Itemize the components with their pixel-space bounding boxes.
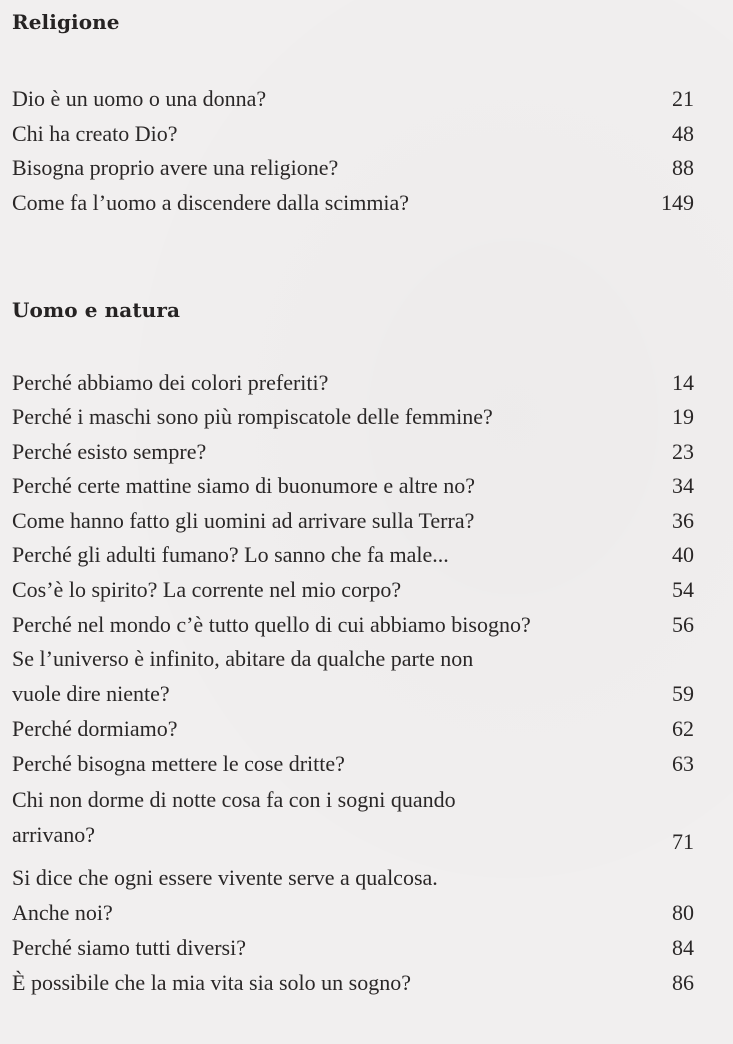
toc-entry-page: 80 xyxy=(672,900,694,925)
toc-entry-page: 86 xyxy=(672,970,694,995)
toc-entry xyxy=(12,120,694,148)
toc-entry xyxy=(12,403,694,431)
section-title-uomo-e-natura: Uomo e natura xyxy=(12,298,181,322)
toc-entry-text: Come hanno fatto gli uomini ad arrivare sulla Terra? xyxy=(12,508,475,533)
toc-entry-text: Perché esisto sempre? xyxy=(12,439,207,464)
toc-entry-page: 14 xyxy=(672,370,694,395)
toc-entry xyxy=(12,680,694,708)
toc-entry-page: 19 xyxy=(672,404,694,429)
toc-entry-page: 40 xyxy=(672,542,694,567)
toc-entry-text: Perché gli adulti fumano? Lo sanno che fa male... xyxy=(12,542,449,567)
toc-entry-page: 56 xyxy=(672,612,694,637)
toc-entry-text: Chi non dorme di notte cosa fa con i sogni quando xyxy=(12,787,456,812)
toc-entry-text: Chi ha creato Dio? xyxy=(12,121,178,146)
toc-entry xyxy=(12,189,694,217)
toc-entry-text-continued: vuole dire niente? xyxy=(12,681,170,706)
toc-entry xyxy=(12,934,694,962)
toc-entry-page: 23 xyxy=(672,439,694,464)
toc-entry xyxy=(12,821,694,854)
toc-entry-page: 48 xyxy=(672,121,694,146)
toc-entry xyxy=(12,369,694,397)
toc-entry-page: 36 xyxy=(672,508,694,533)
toc-entry xyxy=(12,899,694,927)
toc-entry-page: 62 xyxy=(672,716,694,741)
toc-entry-text: Dio è un uomo o una donna? xyxy=(12,86,267,111)
toc-entry-text: Perché certe mattine siamo di buonumore e altre no? xyxy=(12,473,476,498)
toc-entry xyxy=(12,472,694,500)
toc-entry xyxy=(12,438,694,466)
toc-entry-text: Si dice che ogni essere vivente serve a qualcosa. xyxy=(12,865,438,890)
toc-entry-text: Cos’è lo spirito? La corrente nel mio corpo? xyxy=(12,577,402,602)
toc-entry-text: Perché i maschi sono più rompiscatole delle femmine? xyxy=(12,404,493,429)
toc-entry xyxy=(12,576,694,604)
toc-entry xyxy=(12,541,694,569)
toc-entry-text-continued: arrivano? xyxy=(12,822,96,847)
toc-entry xyxy=(12,154,694,182)
toc-entry-page: 54 xyxy=(672,577,694,602)
toc-entry-page: 71 xyxy=(672,829,694,854)
toc-entry-page: 84 xyxy=(672,935,694,960)
toc-entry-text: Se l’universo è infinito, abitare da qualche parte non xyxy=(12,646,474,671)
toc-entry-page: 21 xyxy=(672,86,694,111)
toc-entry xyxy=(12,715,694,743)
toc-entry xyxy=(12,611,694,639)
toc-entry-page: 149 xyxy=(661,190,694,215)
toc-entry-text: Perché siamo tutti diversi? xyxy=(12,935,246,960)
toc-entry-text: Come fa l’uomo a discendere dalla scimmia? xyxy=(12,190,410,215)
toc-entry-text: Perché bisogna mettere le cose dritte? xyxy=(12,751,345,776)
toc-entry-page: 63 xyxy=(672,751,694,776)
toc-entry-text-continued: Anche noi? xyxy=(12,900,113,925)
toc-entry xyxy=(12,969,694,997)
toc-entry xyxy=(12,85,694,113)
section-title-religione: Religione xyxy=(12,10,120,34)
toc-entry-text: Perché dormiamo? xyxy=(12,716,178,741)
toc-entry-page: 59 xyxy=(672,681,694,706)
toc-entry-text: Bisogna proprio avere una religione? xyxy=(12,155,339,180)
toc-entry-text: Perché abbiamo dei colori preferiti? xyxy=(12,370,329,395)
toc-entry-text: Perché nel mondo c’è tutto quello di cui abbiamo bisogno? xyxy=(12,612,531,637)
toc-entry xyxy=(12,750,694,778)
toc-entry-page: 34 xyxy=(672,473,694,498)
toc-entry-text: È possibile che la mia vita sia solo un sogno? xyxy=(12,970,411,995)
toc-entry xyxy=(12,507,694,535)
toc-entry-page: 88 xyxy=(672,155,694,180)
